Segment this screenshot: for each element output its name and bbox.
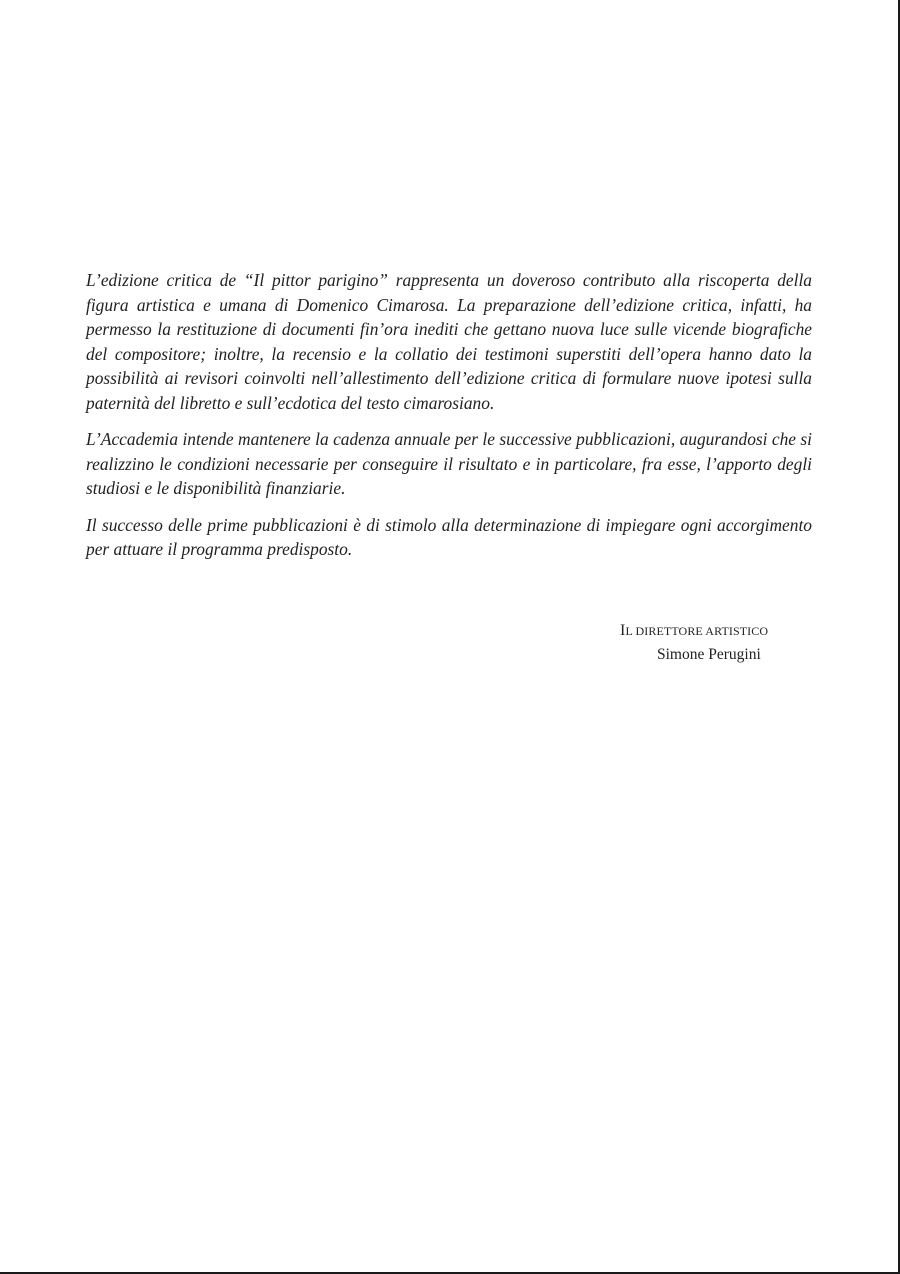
paragraph-success: Il successo delle prime pubblicazioni è di stimolo alla determinazione di impiegare ogni accorgimento per attuare il programma predisposto. <box>86 514 812 559</box>
signature-role <box>620 622 768 640</box>
signature-name: Simone Perugini <box>657 646 761 663</box>
signature-role-rest: L DIRETTORE ARTISTICO <box>625 624 769 638</box>
signature-role-initial: I <box>620 622 626 639</box>
paragraph-accademia: L’Accademia intende mantenere la cadenza annuale per le successive pubblicazioni, augurandosi che si realizzino le condizioni necessarie per conseguire il risultato e in particolare, fra esse, l’apporto degli studiosi e le disponibilità finanziarie. <box>86 429 812 498</box>
paragraph-edition: L’edizione critica de “Il pittor parigino” rappresenta un doveroso contributo alla riscoperta della figura artistica e umana di Domenico Cimarosa. La preparazione dell’edizione critica, infatti, ha permesso la restituzione di documenti fin’ora inediti che gettano nuova luce sulle vicende biografiche del compositore; inoltre, la recensio e la collatio dei testimoni superstiti dell’opera hanno dato la possibilità ai revisori coinvolti nell’allestimento dell’edizione critica di formulare nuove ipotesi sulla paternità del libretto e sull’ecdotica del testo cimarosiano. <box>86 270 812 413</box>
letter-body <box>86 268 812 574</box>
